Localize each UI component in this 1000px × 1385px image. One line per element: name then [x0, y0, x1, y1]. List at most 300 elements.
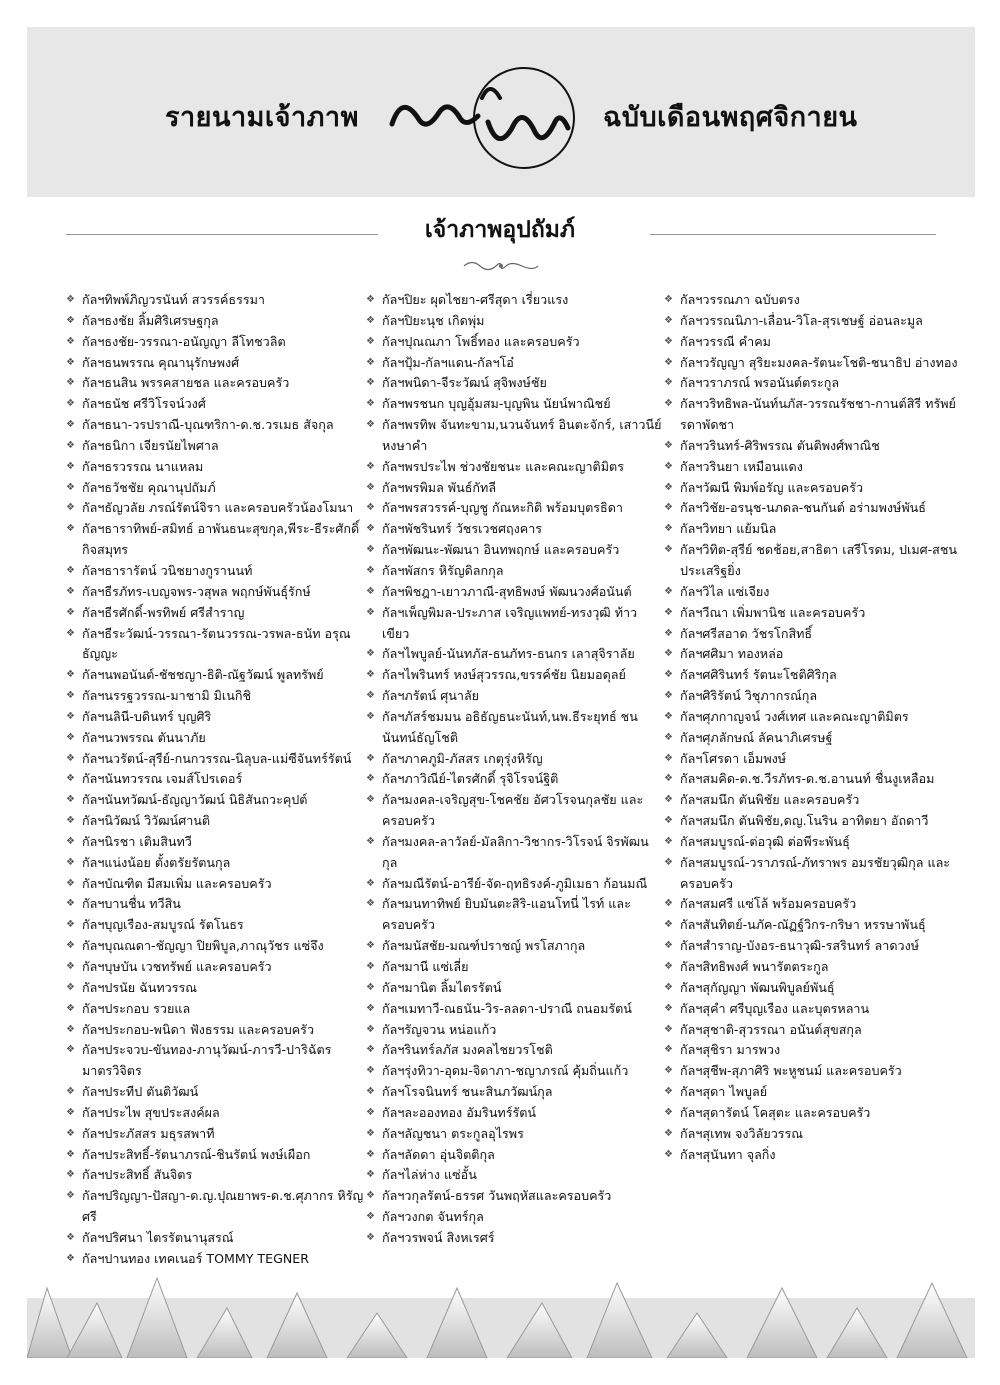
donor-name: กัลฯมณีรัตน์-อารีย์-จัด-ฤทธิรงค์-ภูมิเมธา ก้อนมณี: [382, 875, 648, 891]
donor-list-item: [66, 353, 364, 374]
donor-list-item: [366, 415, 664, 457]
donor-list-item: [664, 811, 962, 832]
donor-list-item: [66, 728, 364, 749]
donor-list-item: [366, 894, 664, 936]
donor-name: กัลฯทิพพ์ภิญวรนันท์ สวรรค์ธรรมา: [82, 292, 266, 307]
donor-list-item: [664, 1103, 962, 1124]
donor-name: กัลฯธนสิน พรรคสายชล และครอบครัว: [82, 375, 290, 391]
donor-list-item: [366, 644, 664, 665]
bullet-icon: ❖: [66, 815, 75, 827]
donor-name: กัลฯธนา-วรปราณี-บุณฑริกา-ด.ช.วรเมธ สัจกุล: [82, 417, 334, 433]
bullet-icon: ❖: [366, 314, 375, 326]
bullet-icon: ❖: [664, 1002, 673, 1014]
donor-name: กัลฯสมนึก ตันพิชัย และครอบครัว: [680, 792, 860, 808]
bullet-icon: ❖: [366, 460, 375, 472]
bullet-icon: ❖: [366, 1065, 375, 1077]
bullet-icon: ❖: [366, 752, 375, 764]
bullet-icon: ❖: [366, 1106, 375, 1118]
bullet-icon: ❖: [366, 419, 375, 431]
donor-list-item: [66, 874, 364, 895]
donor-list-item: [66, 519, 364, 561]
donor-list-item: [366, 874, 664, 895]
donor-list-item: [66, 853, 364, 874]
donor-name: กัลฯธวัชชัย คุณานุปถัมภ์: [82, 479, 216, 495]
donor-list-item: [366, 582, 664, 603]
donor-list-item: [66, 811, 364, 832]
donor-list-item: [366, 790, 664, 832]
bullet-icon: ❖: [664, 961, 673, 972]
donor-list-item: [664, 957, 962, 978]
bullet-icon: ❖: [66, 1023, 75, 1035]
donor-name: กัลฯสุเทพ จงวิลัยวรรณ: [680, 1125, 803, 1141]
bullet-icon: ❖: [664, 398, 673, 410]
bullet-icon: ❖: [664, 815, 673, 827]
donor-list-item: [664, 311, 962, 332]
donor-list-item: [66, 790, 364, 811]
crystal-decoration: [27, 1258, 975, 1358]
donor-name: กัลฯสมบูรณ์-วราภรณ์-ภัทราพร อมรชัยวุฒิกุล และครอบครัว: [680, 854, 951, 891]
donor-name: กัลฯบุณณดา-ชัญญา ปิยพิบูล,ภาณุวัชร แซ่จึง: [82, 938, 324, 954]
donor-list-item: [366, 373, 664, 394]
donor-list-item: [366, 1228, 664, 1249]
bullet-icon: ❖: [664, 794, 673, 806]
bullet-icon: ❖: [66, 523, 75, 535]
donor-name: กัลฯวกุลรัตน์-ธรรศ วันพฤหัสและครอบครัว: [382, 1188, 612, 1204]
bullet-icon: ❖: [366, 564, 375, 576]
donor-name: กัลฯวรรณภา ฉบับตรง: [680, 292, 800, 307]
donor-name: กัลฯนพอนันต์-ชัชชญา-ธิติ-ณัฐวัฒน์ พูลทรัพย์: [82, 667, 324, 683]
bullet-icon: ❖: [366, 1190, 375, 1202]
bullet-icon: ❖: [366, 335, 375, 347]
donor-list-item: [66, 832, 364, 853]
donor-list-item: [664, 1124, 962, 1145]
bullet-icon: ❖: [66, 877, 75, 889]
donor-name: กัลฯนิวัฒน์ วิวัฒน์ศานติ: [82, 813, 211, 829]
donor-list-item: [664, 582, 962, 603]
donor-list-item: [66, 603, 364, 624]
donor-name: กัลฯมานิต ลิ้มไตรรัตน์: [382, 979, 502, 995]
bullet-icon: ❖: [664, 669, 673, 681]
donor-name: กัลฯไล่ห่าง แซ่อั้น: [382, 1167, 477, 1183]
donor-name: กัลฯมงคล-ลาวัลย์-มัลลิกา-วิชากร-วิโรจน์ จิรพัฒนกุล: [382, 833, 649, 870]
bullet-icon: ❖: [664, 377, 673, 389]
right-rule: [650, 234, 936, 235]
donor-name: กัลฯปุ้ม-กัลฯแดน-กัลฯโอ๋: [382, 354, 514, 370]
donor-name: กัลฯสุนันทา จุลกิ่ง: [680, 1146, 776, 1162]
bullet-icon: ❖: [66, 1148, 75, 1160]
donor-name: กัลฯวีณา เพิ่มพานิช และครอบครัว: [680, 604, 866, 620]
donor-name: กัลฯสุดา ไพบูลย์: [680, 1084, 768, 1100]
donor-name: กัลฯธงชัย-วรรณา-อนัญญา ลีโทชวลิต: [82, 333, 286, 349]
donor-name: กัลฯธารารัตน์ วนิชยางกูรานนท์: [82, 562, 253, 578]
bullet-icon: ❖: [66, 794, 75, 806]
donor-list-item: [664, 603, 962, 624]
bullet-icon: ❖: [366, 710, 375, 722]
bullet-icon: ❖: [366, 1044, 375, 1056]
bullet-icon: ❖: [366, 1231, 375, 1243]
donor-list-item: [664, 728, 962, 749]
donor-name: กัลฯภาคภูมิ-ภัสสร เกตุรุ่งหิรัญ: [382, 750, 543, 766]
donor-name: กัลฯเมทาวี-ณธนัน-วิร-ลลดา-ปราณี ถนอมรัตน์: [382, 1000, 632, 1016]
bullet-icon: ❖: [66, 356, 75, 368]
bullet-icon: ❖: [66, 981, 75, 993]
donor-list-item: [664, 832, 962, 853]
donor-name: กัลฯวราภรณ์ พรอนันต์ตระกูล: [680, 375, 840, 391]
bullet-icon: ❖: [366, 669, 375, 681]
donor-list-item: [66, 999, 364, 1020]
bullet-icon: ❖: [66, 940, 75, 952]
bullet-icon: ❖: [66, 1127, 75, 1139]
donor-name: กัลฯนรรฐวรรณ-มาชามิ มิเนกิชิ: [82, 688, 252, 704]
donor-name: กัลฯนลินี-บดินทร์ บุญศิริ: [82, 708, 212, 724]
donor-name: กัลฯสมบูรณ์-ต่อวุฒิ ต่อพีระพันธุ์: [680, 833, 850, 849]
donor-name: กัลฯรุ่งทิวา-อุดม-จิดาภา-ชญาภรณ์ คุ้มถิ่นแก้ว: [382, 1063, 629, 1079]
donor-list-item: [664, 373, 962, 394]
donor-name: กัลฯนิรชา เติมสินทวี: [82, 833, 192, 849]
donor-list-item: [664, 936, 962, 957]
donor-list-item: [66, 1124, 364, 1145]
donor-list-item: [664, 540, 962, 582]
donor-name: กัลฯมนัสชัย-มณฑ์ปราชญ์ พรโสภากุล: [382, 938, 586, 954]
bullet-icon: ❖: [366, 1148, 375, 1160]
donor-name: กัลฯสมคิด-ด.ช.วีรภัทร-ด.ช.อานนท์ ชื่นงูเหลือม: [680, 771, 935, 787]
bullet-icon: ❖: [664, 1023, 673, 1035]
donor-list-item: [664, 457, 962, 478]
bullet-icon: ❖: [664, 294, 673, 305]
donor-list-item: [664, 353, 962, 374]
donor-list-item: [664, 519, 962, 540]
donor-list-item: [664, 1145, 962, 1166]
donor-list-item: [664, 665, 962, 686]
donor-name: กัลฯภรัตน์ ศุนาลัย: [382, 688, 480, 704]
donor-list-item: [664, 999, 962, 1020]
bullet-icon: ❖: [366, 773, 375, 785]
donor-list-item: [66, 1228, 364, 1249]
donor-list-item: [66, 686, 364, 707]
bullet-icon: ❖: [366, 606, 375, 618]
donor-list-item: [664, 624, 962, 645]
donor-list-item: [66, 332, 364, 353]
bullet-icon: ❖: [66, 961, 75, 972]
donor-list-item: [366, 1124, 664, 1145]
donor-name: กัลฯสุดารัตน์ โคสุตะ และครอบครัว: [680, 1104, 871, 1120]
bullet-icon: ❖: [664, 919, 673, 931]
donor-list-item: [366, 603, 664, 645]
donor-name: กัลฯวรินทร์-ศิริพรรณ ตันติพงศ์พาณิช: [680, 437, 880, 453]
donor-list-item: [66, 1186, 364, 1228]
donor-list-item: [66, 1165, 364, 1186]
bullet-icon: ❖: [664, 1106, 673, 1118]
bullet-icon: ❖: [664, 356, 673, 368]
donor-name: กัลฯปริญญา-ปัสญา-ด.ญ.ปุณยาพร-ด.ช.ศุภากร หิรัญศรี: [82, 1188, 364, 1225]
donor-name: กัลฯพัสกร หิรัญดิลกกุล: [382, 562, 504, 578]
bullet-icon: ❖: [66, 710, 75, 722]
bullet-icon: ❖: [366, 961, 375, 972]
donor-list-item: [366, 1145, 664, 1166]
donor-name: กัลฯสุชีพ-สุภาศิริ พะหูชนม์ และครอบครัว: [680, 1063, 902, 1079]
bullet-icon: ❖: [66, 419, 75, 431]
donor-name: กัลฯสุกัญญา พัฒนพิบูลย์พันธุ์: [680, 979, 835, 995]
bullet-icon: ❖: [664, 523, 673, 535]
donor-name: กัลฯธนพรรณ คุณานุรักษพงศ์: [82, 354, 240, 370]
donor-list-item: [66, 624, 364, 666]
donor-list-item: [366, 332, 664, 353]
donor-list-item: [366, 540, 664, 561]
donor-list-item: [366, 936, 664, 957]
donor-list-item: [664, 749, 962, 770]
bullet-icon: ❖: [664, 1065, 673, 1077]
donor-list-item: [66, 582, 364, 603]
donor-list-item: [664, 290, 962, 311]
bullet-icon: ❖: [66, 919, 75, 931]
donor-list-item: [664, 978, 962, 999]
donor-name: กัลฯมงคล-เจริญสุข-โชคชัย อัศวโรจนกุลชัย และครอบครัว: [382, 792, 644, 829]
donor-name: กัลฯศิริรัตน์ วิชุภากรณ์กุล: [680, 688, 818, 704]
donor-list-item: [366, 1061, 664, 1082]
bullet-icon: ❖: [366, 877, 375, 889]
bullet-icon: ❖: [66, 1002, 75, 1014]
donor-name: กัลฯธีระวัฒน์-วรรณา-รัตนวรรณ-วรพล-ธนัท อรุณธัญญะ: [82, 625, 351, 662]
bullet-icon: ❖: [366, 648, 375, 660]
bullet-icon: ❖: [66, 898, 75, 910]
donor-list-item: [66, 394, 364, 415]
bullet-icon: ❖: [664, 585, 673, 597]
donor-name: กัลฯพนิดา-จีระวัฒน์ สุจิพงษ์ชัย: [382, 375, 547, 391]
donor-name: กัลฯประทีป ตันติวัฒน์: [82, 1084, 199, 1100]
bullet-icon: ❖: [664, 627, 673, 639]
donor-list-item: [366, 1165, 664, 1186]
bullet-icon: ❖: [366, 523, 375, 535]
donor-name: กัลฯธนิกา เจียรนัยไพศาล: [82, 437, 219, 453]
donor-name: กัลฯแน่งน้อย ตั้งตรัยรัตนกุล: [82, 854, 231, 870]
donor-list-item: [366, 1040, 664, 1061]
donor-list-item: [366, 353, 664, 374]
donor-list-item: [66, 311, 364, 332]
donor-list-item: [664, 332, 962, 353]
donor-name: กัลฯศรีสอาด วัชรโกสิทธิ์: [680, 625, 813, 641]
donor-name: กัลฯมนทาทิพย์ ยิบมันตะสิริ-แอนโทนี่ ไรท์ และครอบครัว: [382, 896, 631, 933]
donor-name: กัลฯปิยะนุช เกิดพุ่ม: [382, 312, 485, 328]
donor-list-item: [366, 1186, 664, 1207]
donor-name: กัลฯวรัญญา สุริยะมงคล-รัตนะโชติ-ชนาธิป อ่างทอง: [680, 354, 958, 370]
donor-name: กัลฯพรทิพ จันทะขาม,นวนจันทร์ อินตะจักร์, เสาวนีย์ หงษาคำ: [382, 417, 662, 453]
bullet-icon: ❖: [664, 773, 673, 785]
donor-list-item: [366, 749, 664, 770]
donor-list-item: [66, 749, 364, 770]
bullet-icon: ❖: [664, 940, 673, 952]
donor-list-item: [66, 1082, 364, 1103]
donor-name: กัลฯประกอบ รวยแล: [82, 1000, 191, 1016]
bullet-icon: ❖: [66, 439, 75, 451]
donor-list-item: [66, 936, 364, 957]
donor-list-item: [366, 478, 664, 499]
donor-name: กัลฯปิยะ ผุดไชยา-ศรีสุดา เรี่ยวแรง: [382, 292, 569, 307]
donor-name: กัลฯรัญจวน หน่อแก้ว: [382, 1021, 497, 1037]
bullet-icon: ❖: [664, 648, 673, 660]
bullet-icon: ❖: [366, 356, 375, 368]
bullet-icon: ❖: [66, 669, 75, 681]
donor-list-item: [664, 498, 962, 519]
bullet-icon: ❖: [66, 314, 75, 326]
donor-column-2: [366, 290, 664, 1249]
bullet-icon: ❖: [366, 481, 375, 493]
donor-list-item: [664, 478, 962, 499]
donor-name: กัลฯศุภลักษณ์ ลัคนาภิเศรษฐ์: [680, 729, 833, 745]
bullet-icon: ❖: [66, 502, 75, 514]
donor-list-item: [366, 290, 664, 311]
donor-name: กัลฯไพบูลย์-นันทภัส-ธนภัทร-ธนกร เลาสุจิราลัย: [382, 646, 635, 662]
donor-list-item: [664, 394, 962, 436]
bullet-icon: ❖: [366, 377, 375, 389]
bullet-icon: ❖: [66, 856, 75, 868]
donor-list-item: [366, 1082, 664, 1103]
donor-name: กัลฯประกอบ-พนิดา ฟังธรรม และครอบครัว: [82, 1021, 315, 1037]
donor-name: กัลฯวรินยา เหมือนแดง: [680, 458, 803, 474]
bullet-icon: ❖: [66, 1086, 75, 1098]
bullet-icon: ❖: [664, 460, 673, 472]
donor-list-item: [664, 894, 962, 915]
bullet-icon: ❖: [66, 835, 75, 847]
donor-list-item: [66, 1145, 364, 1166]
donor-list-item: [66, 436, 364, 457]
donor-list-item: [66, 957, 364, 978]
donor-list-item: [664, 686, 962, 707]
donor-name: กัลฯพัชรินทร์ วัชรเวชศฤงคาร: [382, 521, 543, 537]
donor-list-item: [366, 1103, 664, 1124]
bullet-icon: ❖: [366, 502, 375, 514]
donor-column-1: [66, 290, 364, 1270]
bullet-icon: ❖: [664, 502, 673, 514]
donor-list-item: [66, 769, 364, 790]
donor-name: กัลฯภาวิณีย์-ไตรศักดิ์ รุจิโรจน์ฐิติ: [382, 771, 559, 787]
donor-name: กัลฯไพรินทร์ หงษ์สุวรรณ,ขรรค์ชัย นิยมอดุลย์: [382, 667, 626, 683]
bullet-icon: ❖: [664, 439, 673, 451]
bullet-icon: ❖: [664, 1044, 673, 1056]
bullet-icon: ❖: [66, 460, 75, 472]
donor-list-item: [664, 436, 962, 457]
bullet-icon: ❖: [66, 606, 75, 618]
donor-list-item: [664, 915, 962, 936]
bullet-icon: ❖: [66, 1106, 75, 1118]
bullet-icon: ❖: [66, 1231, 75, 1243]
bullet-icon: ❖: [366, 1086, 375, 1098]
donor-name: กัลฯธีรภัทร-เบญจพร-วสุพล พฤกษ์พันธุ์รักษ์: [82, 583, 311, 599]
donor-name: กัลฯสมนึก ตันพิชัย,ดญ.โนริน อาทิตยา อัถดาวี: [680, 813, 929, 829]
donor-list-item: [366, 457, 664, 478]
donor-name: กัลฯพรประไพ ช่วงชัยชนะ และคณะญาติมิตร: [382, 458, 624, 474]
bullet-icon: ❖: [664, 544, 673, 556]
bullet-icon: ❖: [366, 398, 375, 410]
donor-list-item: [66, 665, 364, 686]
bullet-icon: ❖: [66, 294, 75, 305]
donor-name: กัลฯวิชัย-อรนุช-นภดล-ชนกันต์ อร่ามพงษ์พันธ์: [680, 500, 926, 516]
donor-list-item: [66, 561, 364, 582]
donor-name: กัลฯธนัช ศรีวิโรจน์วงศ์: [82, 396, 206, 412]
donor-name: กัลฯลัดดา อุ่นจิตติกุล: [382, 1146, 495, 1162]
donor-name: กัลฯสุชาติ-สุวรรณา อนันต์สุขสกุล: [680, 1021, 862, 1037]
bullet-icon: ❖: [66, 377, 75, 389]
donor-list-item: [664, 769, 962, 790]
bullet-icon: ❖: [664, 981, 673, 993]
donor-list-item: [66, 290, 364, 311]
donor-name: กัลฯโรจนินทร์ ชนะสินภวัฒน์กุล: [382, 1084, 553, 1100]
bullet-icon: ❖: [664, 690, 673, 702]
bullet-icon: ❖: [664, 710, 673, 722]
ornament-divider: [462, 258, 540, 274]
donor-name: กัลฯวรรณี คำคม: [680, 333, 771, 349]
donor-name: กัลฯบุญเรือง-สมบูรณ์ รัตโนธร: [82, 917, 244, 933]
donor-column-3: [664, 290, 962, 1165]
bullet-icon: ❖: [66, 627, 75, 639]
bullet-icon: ❖: [366, 898, 375, 910]
bullet-icon: ❖: [66, 773, 75, 785]
donor-name: กัลฯนันทวรรณ เจมส์โปรเดอร์: [82, 771, 243, 787]
donor-name: กัลฯมานี แซ่เลี่ย: [382, 959, 469, 974]
bullet-icon: ❖: [664, 835, 673, 847]
bullet-icon: ❖: [66, 335, 75, 347]
donor-name: กัลฯประจวบ-ขันทอง-ภานุวัฒน์-ภารวี-ปาริฉัตร มาตรวิจิตร: [82, 1042, 332, 1079]
donor-list-item: [664, 1082, 962, 1103]
donor-name: กัลฯประสิทธิ์ สันจิตร: [82, 1167, 193, 1183]
bullet-icon: ❖: [366, 1127, 375, 1139]
donor-list-item: [664, 644, 962, 665]
donor-list-item: [366, 665, 664, 686]
donor-name: กัลฯสมศรี แซ่โล้ พร้อมครอบครัว: [680, 896, 857, 912]
donor-list-item: [366, 707, 664, 749]
donor-list-item: [366, 498, 664, 519]
donor-list-item: [66, 1020, 364, 1041]
bullet-icon: ❖: [366, 1023, 375, 1035]
bullet-icon: ❖: [664, 1086, 673, 1098]
bullet-icon: ❖: [366, 1211, 375, 1223]
bullet-icon: ❖: [366, 1002, 375, 1014]
donor-name: กัลฯปานทอง เทคเนอร์ TOMMY TEGNER: [82, 1250, 309, 1266]
donor-name: กัลฯภัสร์ชมมน อธิธัญธนะนันท์,นพ.ธีระยุทธ์ ชนนันทน์ธัญโชติ: [382, 708, 638, 745]
donor-name: กัลฯรินทร์ลภัส มงคลไชยวรโชติ: [382, 1042, 553, 1058]
donor-name: กัลฯลัญชนา ตระกูลอุไรพร: [382, 1125, 524, 1141]
donor-list-item: [366, 999, 664, 1020]
donor-name: กัลฯพิชฎา-เยาวภาณี-สุทธิพงษ์ พัฒนวงศ์อนันต์: [382, 583, 632, 599]
donor-name: กัลฯประสิทธิ์-รัตนาภรณ์-ชินรัตน์ พงษ์เผือก: [82, 1146, 311, 1162]
donor-list-item: [366, 561, 664, 582]
donor-list-item: [66, 915, 364, 936]
donor-list-item: [366, 1020, 664, 1041]
donor-name: กัลฯธรวรรณ นาแหลม: [82, 458, 204, 474]
bullet-icon: ❖: [366, 1169, 375, 1181]
bullet-icon: ❖: [366, 794, 375, 806]
bullet-icon: ❖: [664, 481, 673, 493]
donor-name: กัลฯบัณฑิต มีสมเพิ่ม และครอบครัว: [82, 875, 272, 891]
bullet-icon: ❖: [66, 1190, 75, 1202]
donor-name: กัลฯธัญวลัย ภรณ์รัตน์จิรา และครอบครัวน้องโมนา: [82, 500, 354, 516]
donor-name: กัลฯสำราญ-บังอร-ธนาวุฒิ-รสรินทร์ ลาดวงษ์: [680, 938, 920, 954]
header-title-right: ฉบับเดือนพฤศจิกายน: [603, 102, 858, 133]
section-title: เจ้าภาพอุปถัมภ์: [424, 217, 576, 243]
donor-list-item: [664, 1061, 962, 1082]
donor-name: กัลฯศศิรินทร์ รัตนะโชติศิริกุล: [680, 667, 837, 683]
donor-name: กัลฯวรพจน์ สิงหเรศร์: [382, 1229, 495, 1245]
donor-name: กัลฯธงชัย ลิ้มศิริเศรษฐกุล: [82, 312, 219, 328]
left-rule: [66, 234, 378, 235]
bullet-icon: ❖: [664, 314, 673, 326]
donor-list-item: [366, 519, 664, 540]
donor-list-item: [366, 394, 664, 415]
bullet-icon: ❖: [66, 481, 75, 493]
donor-name: กัลฯประไพ สุขประสงค์ผล: [82, 1104, 220, 1120]
bullet-icon: ❖: [366, 294, 375, 305]
donor-name: กัลฯนวพรรณ ตันนาภัย: [82, 729, 206, 745]
bullet-icon: ❖: [664, 606, 673, 618]
